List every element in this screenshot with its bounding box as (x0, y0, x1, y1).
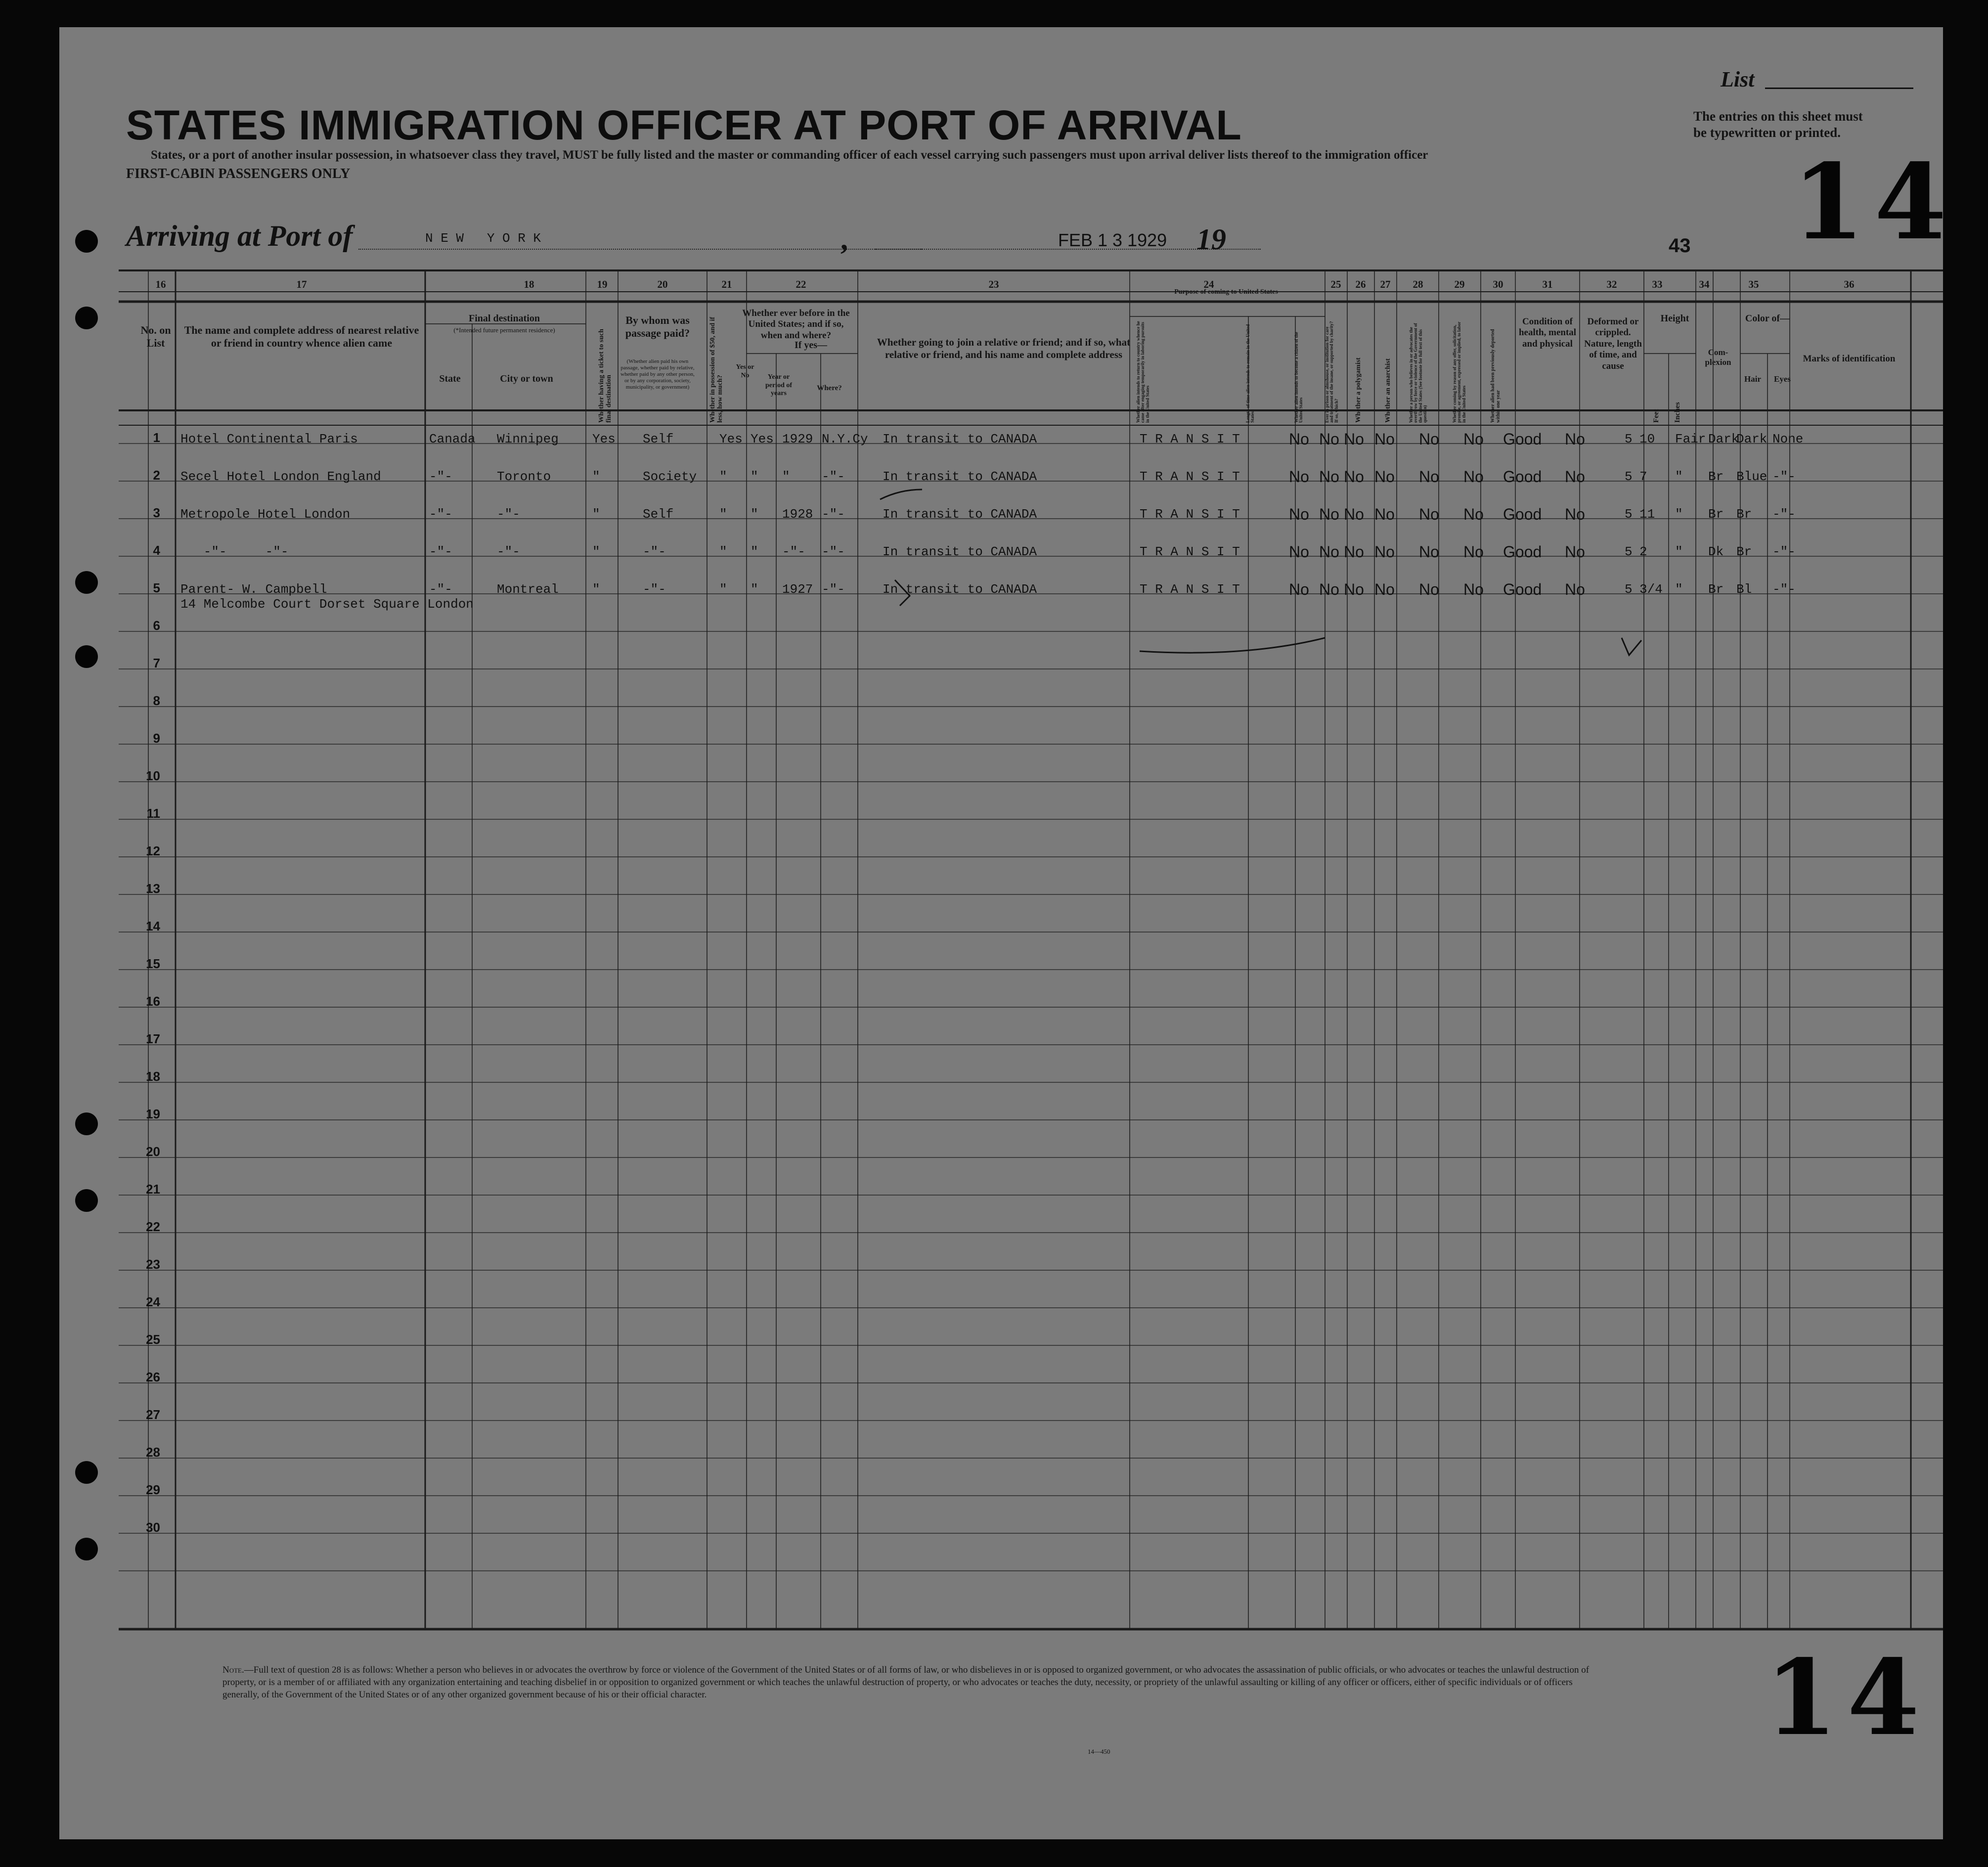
header-anarchist: Whether an anarchist (1384, 358, 1392, 423)
cell-deformed: No (1565, 430, 1585, 448)
cell-city: Montreal (497, 582, 559, 597)
cell-marks: None (1772, 432, 1804, 446)
cell-hair: Br (1708, 469, 1724, 484)
cell-health: Good (1503, 505, 1542, 523)
row-number: 18 (146, 1069, 160, 1084)
row-number: 26 (146, 1370, 160, 1384)
cell-relative: Secel Hotel London England (180, 469, 381, 484)
cell-state: -"- (429, 544, 452, 559)
cell-relative: Parent- W. Campbell (180, 582, 327, 597)
cell-ticket: Yes (592, 432, 616, 446)
cell-q29: No (1419, 468, 1439, 486)
cell-purpose: T R A N S I T (1140, 507, 1240, 522)
cell-health: Good (1503, 468, 1542, 486)
cell-state: Canada (429, 432, 476, 446)
row-number: 9 (153, 731, 160, 746)
header-overthrow: Whether a person who believes in or advocates the overthrow by force or violence of the Government of the United States (See footnote for full text of this question) (1409, 323, 1428, 423)
cell-q30: No (1463, 505, 1484, 523)
row-number: 25 (146, 1332, 160, 1347)
cell-ticket: " (592, 507, 600, 522)
cell-q27: No (1344, 543, 1364, 561)
row-number: 10 (146, 768, 160, 783)
header-prison: Ever in prison or almshouse, or institution for care and treatment of the insane, or supported by charity? If so, which? (1325, 321, 1339, 423)
page-title: STATES IMMIGRATION OFFICER AT PORT OF ARRIVAL (126, 102, 1242, 148)
cell-money: " (719, 469, 727, 484)
cell-marks: -"- (1772, 469, 1796, 484)
column-number: 27 (1380, 278, 1391, 290)
table-grid (59, 27, 1943, 1839)
cell-q25: No (1289, 430, 1309, 448)
cell-marks: -"- (1772, 544, 1796, 559)
row-number: 2 (153, 468, 160, 483)
cell-q28: No (1374, 505, 1395, 523)
cell-complexion: " (1675, 582, 1683, 597)
header-hair: Hair (1744, 374, 1761, 384)
cell-q29: No (1419, 505, 1439, 523)
cell-q26: No (1319, 580, 1339, 598)
cell-q30: No (1463, 580, 1484, 598)
cell-q28: No (1374, 580, 1395, 598)
cell-ticket: " (592, 469, 600, 484)
cell-join: In transit to CANADA (883, 469, 1037, 484)
cell-relative: Hotel Continental Paris (180, 432, 358, 446)
row-number: 7 (153, 656, 160, 670)
header-eyes: Eyes (1774, 374, 1791, 384)
column-number: 35 (1748, 278, 1759, 290)
cell-q30: No (1463, 468, 1484, 486)
column-number: 31 (1542, 278, 1553, 290)
row-number: 21 (146, 1182, 160, 1197)
row-number: 24 (146, 1294, 160, 1309)
entries-note: The entries on this sheet must (1693, 109, 1863, 124)
cell-q30: No (1463, 543, 1484, 561)
footnote-label: Note. (222, 1665, 244, 1675)
cell-hair: Dk (1708, 544, 1724, 559)
cell-year: -"- (782, 544, 805, 559)
row-number: 4 (153, 543, 160, 558)
cell-before: " (751, 582, 758, 597)
header-ever-before: Whether ever before in the United States; and if so, when and where? (742, 308, 850, 341)
cell-health: Good (1503, 580, 1542, 598)
cell-hair: Br (1708, 582, 1724, 597)
first-cabin-label: FIRST-CABIN PASSENGERS ONLY (126, 166, 351, 181)
column-number: 23 (988, 278, 999, 290)
row-number: 16 (146, 994, 160, 1009)
cell-eyes: Bl (1736, 582, 1752, 597)
cell-city: Winnipeg (497, 432, 559, 446)
list-label: List (1721, 67, 1755, 91)
cell-money: Yes (719, 432, 743, 446)
row-number: 27 (146, 1407, 160, 1422)
row-number: 5 (153, 580, 160, 595)
cell-inches: 7 (1639, 469, 1647, 484)
header-final-destination-note: (*Intended future permanent residence) (453, 326, 555, 334)
row-number: 13 (146, 881, 160, 896)
cell-money: " (719, 507, 727, 522)
instructions-line: States, or a port of another insular possession, in whatsoever class they travel, MUST be fully listed and the master or commanding officer of each vessel carrying such passengers must upon arrival deliver lists thereof to the immigration officer (151, 148, 1428, 162)
row-number: 6 (153, 618, 160, 633)
cell-inches: 11 (1639, 507, 1655, 522)
cell-purpose: T R A N S I T (1140, 544, 1240, 559)
cell-marks: -"- (1772, 582, 1796, 597)
cell-before: Yes (751, 432, 774, 446)
cell-q30: No (1463, 430, 1484, 448)
cell-q29: No (1419, 430, 1439, 448)
row-number: 20 (146, 1144, 160, 1159)
cell-complexion: Fair (1675, 432, 1706, 446)
cell-paid: Society (643, 469, 697, 484)
row-number: 11 (146, 806, 160, 821)
cell-q29: No (1419, 543, 1439, 561)
header-join-relative: Whether going to join a relative or friend; and if so, what relative or friend, and his name and complete address (877, 336, 1131, 360)
header-color-of: Color of— (1745, 313, 1790, 324)
row-number: 14 (146, 919, 160, 934)
cell-complexion: " (1675, 469, 1683, 484)
row-number: 23 (146, 1257, 160, 1272)
column-number: 17 (296, 278, 307, 290)
cell-feet: 5 (1625, 544, 1633, 559)
header-where: Where? (817, 384, 842, 392)
row-number: 3 (153, 505, 160, 520)
header-city: City or town (500, 373, 553, 384)
column-number: 20 (657, 278, 668, 290)
row-number: 12 (146, 844, 160, 858)
header-complexion: Com-plexion (1705, 348, 1731, 367)
column-number: 21 (721, 278, 732, 290)
sheet-number: 14 (1792, 141, 1957, 263)
cell-q26: No (1319, 468, 1339, 486)
cell-health: Good (1503, 430, 1542, 448)
form-code: 14—450 (1088, 1748, 1110, 1755)
header-fifty-dollars: Whether in possession of $50, and if less, how much? (709, 316, 724, 423)
column-number: 22 (795, 278, 806, 290)
header-passage-paid-note: (Whether alien paid his own passage, whether paid by relative, whether paid by any other person, or by any corporation, society, municipality, or government) (620, 358, 695, 390)
row-number: 19 (146, 1107, 160, 1121)
cell-q26: No (1319, 430, 1339, 448)
row-number: 28 (146, 1445, 160, 1460)
cell-feet: 5 (1625, 469, 1633, 484)
cell-eyes: Br (1736, 544, 1752, 559)
cell-before: " (751, 544, 758, 559)
cell-join: In transit to CANADA (883, 544, 1037, 559)
cell-state: -"- (429, 469, 452, 484)
cell-state: -"- (429, 507, 452, 522)
cell-money: " (719, 582, 727, 597)
header-health: Condition of health, mental and physical (1518, 316, 1577, 349)
header-labor-offer: Whether coming by reason of any offer, solicitation, promise, or agreement, expressed or implied, to labor in the United States (1452, 321, 1466, 423)
column-number: 24 (1203, 278, 1214, 290)
header-if-yes: If yes— (794, 340, 828, 351)
cell-year: 1927 (782, 582, 813, 597)
header-deformed: Deformed or crippled. Nature, length of time, and cause (1584, 316, 1642, 371)
header-polygamist: Whether a polygamist (1355, 357, 1362, 423)
row-number: 29 (146, 1482, 160, 1497)
cell-where: -"- (822, 544, 845, 559)
port-value: N E W Y O R K (425, 231, 541, 246)
column-number: 28 (1413, 278, 1423, 290)
row-number: 15 (146, 956, 160, 971)
cell-eyes: Blue (1736, 469, 1767, 484)
cell-ticket: " (592, 582, 600, 597)
cell-feet: 5 (1625, 507, 1633, 522)
cell-deformed: No (1565, 468, 1585, 486)
cell-inches: 3/4 (1639, 582, 1663, 597)
cell-relative-address: 14 Melcombe Court Dorset Square London (180, 597, 474, 612)
column-number: 36 (1844, 278, 1855, 290)
date-stamp: FEB 1 3 1929 (1058, 230, 1167, 250)
cell-health: Good (1503, 543, 1542, 561)
cell-ticket: " (592, 544, 600, 559)
cell-relative: Metropole Hotel London (180, 507, 351, 522)
cell-eyes: Dark (1736, 432, 1767, 446)
cell-q25: No (1289, 468, 1309, 486)
column-number: 26 (1355, 278, 1366, 290)
footnote (222, 1664, 1607, 1701)
cell-purpose: T R A N S I T (1140, 469, 1240, 484)
cell-year: 1928 (782, 507, 813, 522)
cell-join: In transit to CANADA (883, 507, 1037, 522)
row-number: 8 (153, 693, 160, 708)
cell-before: " (751, 469, 758, 484)
cell-q25: No (1289, 543, 1309, 561)
cell-q27: No (1344, 580, 1364, 598)
header-feet: Feet (1652, 409, 1660, 423)
cell-money: " (719, 544, 727, 559)
column-number: 29 (1454, 278, 1465, 290)
cell-q29: No (1419, 580, 1439, 598)
cell-where: -"- (822, 582, 845, 597)
cell-inches: 2 (1639, 544, 1647, 559)
cell-city: -"- (497, 544, 520, 559)
header-height: Height (1660, 313, 1689, 324)
header-inches: Inches (1674, 402, 1681, 423)
cell-where: -"- (822, 507, 845, 522)
header-purpose-citizen: Whether alien intends to become a citizen of the United States (1294, 332, 1304, 423)
cell-q27: No (1344, 430, 1364, 448)
cell-marks: -"- (1772, 507, 1796, 522)
header-no-on-list: No. on List (140, 324, 171, 349)
cell-q26: No (1319, 543, 1339, 561)
cell-eyes: Br (1736, 507, 1752, 522)
column-number: 19 (597, 278, 608, 290)
cell-feet: 5 (1625, 582, 1633, 597)
header-passage-paid: By whom was passage paid? (625, 314, 690, 339)
cell-q25: No (1289, 505, 1309, 523)
entries-note: be typewritten or printed. (1693, 125, 1841, 140)
column-number: 33 (1652, 278, 1663, 290)
header-deported: Whether alien had been previously deported within one year (1490, 329, 1501, 423)
header-purpose-return: Whether alien intends to return to country whence he came after engaging temporarily in laboring pursuits in the United States (1136, 321, 1150, 423)
cell-q28: No (1374, 468, 1395, 486)
cell-before: " (751, 507, 758, 522)
cell-purpose: T R A N S I T (1140, 432, 1240, 446)
cell-hair: Br (1708, 507, 1724, 522)
row-number: 22 (146, 1219, 160, 1234)
cell-deformed: No (1565, 543, 1585, 561)
header-yes-no: Yes or No (736, 363, 754, 379)
arriving-label: Arriving at Port of (126, 220, 353, 252)
footnote-text: —Full text of question 28 is as follows: Whether a person who believes in or advocates the overthrow by force or violence of the Government of the United States or of all forms of law, or who disbelieves in or is opposed to organized government, or who advocates the assassination of public officials, or who advocates or teaches the unlawful destruction of property, or is a member of or affiliated with any organization entertaining and teaching disbelief in or opposition to organized government or which teaches the unlawful destruction of property, or who advocates or teaches the duty, necessity, or propriety of the unlawful assaulting or killing of any officer or officers, either of specific individuals or of officers generally, of the Government of the United States or of any other organized government because of his or their official character. (222, 1665, 1590, 1700)
cell-paid: -"- (643, 582, 666, 597)
cell-deformed: No (1565, 505, 1585, 523)
column-number: 16 (155, 278, 166, 290)
manifest-sheet (59, 27, 1957, 1839)
cell-q28: No (1374, 430, 1395, 448)
cell-paid: Self (643, 507, 674, 522)
column-number: 30 (1493, 278, 1503, 290)
cell-q26: No (1319, 505, 1339, 523)
header-purpose-length: Length of time alien intends to remain in the United States (1245, 324, 1255, 423)
column-number: 25 (1330, 278, 1341, 290)
header-marks: Marks of identification (1803, 354, 1896, 364)
header-nearest-relative: The name and complete address of nearest relative or friend in country whence alien came (184, 324, 419, 349)
header-year: Year or period of years (765, 373, 793, 398)
header-ticket: Whether having a ticket to such final destination (598, 329, 613, 423)
cell-deformed: No (1565, 580, 1585, 598)
cell-where: -"- (822, 469, 845, 484)
cell-feet: 5 (1625, 432, 1633, 446)
cell-join: In transit to CANADA (883, 432, 1037, 446)
cell-where: N.Y.Cy (822, 432, 868, 446)
year-prefix: 19 (1196, 223, 1226, 256)
cell-q25: No (1289, 580, 1309, 598)
cell-year: 1929 (782, 432, 813, 446)
cell-paid: -"- (643, 544, 666, 559)
column-number: 34 (1699, 278, 1710, 290)
comma: , (840, 223, 848, 256)
cell-q27: No (1344, 468, 1364, 486)
cell-year: " (782, 469, 790, 484)
row-number: 17 (146, 1031, 160, 1046)
cell-q27: No (1344, 505, 1364, 523)
column-number: 32 (1606, 278, 1617, 290)
row-number: 1 (153, 430, 160, 445)
cell-inches: 10 (1639, 432, 1655, 446)
sheet-number-bottom: 14 (1765, 1637, 1930, 1759)
column-number: 18 (524, 278, 534, 290)
cell-hair: Dark (1708, 432, 1739, 446)
header-purpose: Purpose of coming to United States (1174, 288, 1278, 296)
cell-q28: No (1374, 543, 1395, 561)
year-suffix: 43 (1669, 235, 1691, 257)
cell-complexion: " (1675, 507, 1683, 522)
cell-city: -"- (497, 507, 520, 522)
cell-purpose: T R A N S I T (1140, 582, 1240, 597)
cell-state: -"- (429, 582, 452, 597)
header-state: State (439, 373, 461, 384)
cell-city: Toronto (497, 469, 551, 484)
cell-complexion: " (1675, 544, 1683, 559)
cell-paid: Self (643, 432, 674, 446)
header-final-destination: Final destination (469, 313, 540, 324)
cell-relative: -"- -"- (180, 544, 289, 559)
row-number: 30 (146, 1520, 160, 1535)
cell-join: In transit to CANADA (883, 582, 1037, 597)
